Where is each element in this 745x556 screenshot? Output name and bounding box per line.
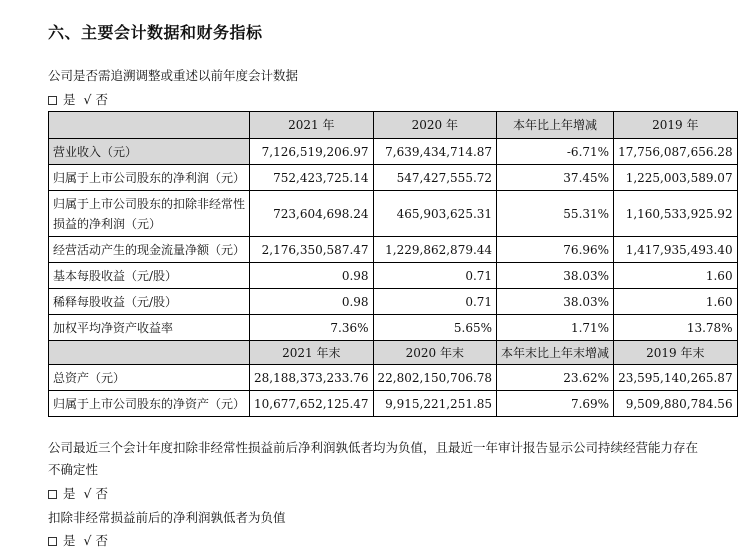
table-row bbox=[49, 263, 738, 289]
going-concern-text: 公司最近三个会计年度扣除非经常性损益前后净利润孰低者均为负值，且最近一年审计报告显示公司持续经营能力存在不确定性 bbox=[48, 440, 699, 477]
cell-value: 723,604,698.24 bbox=[250, 191, 374, 237]
checkbox-yes[interactable] bbox=[48, 537, 57, 546]
table-row bbox=[49, 237, 738, 263]
row-label: 加权平均净资产收益率 bbox=[49, 315, 250, 341]
header-cell: 2021 年末 bbox=[250, 341, 374, 365]
cell-value: 1,160,533,925.92 bbox=[614, 191, 738, 237]
cell-value: -6.71% bbox=[497, 139, 614, 165]
cell-value: 13.78% bbox=[614, 315, 738, 341]
financial-data-table bbox=[48, 111, 738, 417]
checkbox-yes[interactable] bbox=[48, 96, 57, 105]
cell-value: 1.71% bbox=[497, 315, 614, 341]
cell-value: 38.03% bbox=[497, 289, 614, 315]
header-cell: 2021 年 bbox=[250, 112, 374, 139]
header-cell: 本年比上年增减 bbox=[497, 112, 614, 139]
cell-value: 5.65% bbox=[373, 315, 497, 341]
cell-value: 7.36% bbox=[250, 315, 374, 341]
check-mark: √ bbox=[83, 92, 92, 107]
cell-value: 2,176,350,587.47 bbox=[250, 237, 374, 263]
cell-value: 17,756,087,656.28 bbox=[614, 139, 738, 165]
choice-no-label: 否 bbox=[95, 533, 108, 548]
cell-value: 22,802,150,706.78 bbox=[373, 365, 497, 391]
header-cell: 2019 年末 bbox=[614, 341, 738, 365]
cell-value: 0.98 bbox=[250, 289, 374, 315]
cell-value: 1.60 bbox=[614, 289, 738, 315]
cell-value: 547,427,555.72 bbox=[373, 165, 497, 191]
header-cell bbox=[49, 341, 250, 365]
header-cell bbox=[49, 112, 250, 139]
table-row bbox=[49, 165, 738, 191]
choice-yes-label: 是 bbox=[63, 533, 76, 548]
cell-value: 0.71 bbox=[373, 289, 497, 315]
cell-value: 7,639,434,714.87 bbox=[373, 139, 497, 165]
row-label: 经营活动产生的现金流量净额（元） bbox=[49, 237, 250, 263]
table-row bbox=[49, 139, 738, 165]
cell-value: 28,188,373,233.76 bbox=[250, 365, 374, 391]
header-cell: 本年末比上年末增减 bbox=[497, 341, 614, 365]
table-row bbox=[49, 391, 738, 417]
cell-value: 76.96% bbox=[497, 237, 614, 263]
row-label: 营业收入（元） bbox=[49, 139, 250, 165]
cell-value: 1.60 bbox=[614, 263, 738, 289]
row-label: 归属于上市公司股东的扣除非经常性损益的净利润（元） bbox=[49, 191, 250, 237]
cell-value: 752,423,725.14 bbox=[250, 165, 374, 191]
section-title: 六、主要会计数据和财务指标 bbox=[48, 23, 263, 42]
row-label: 基本每股收益（元/股） bbox=[49, 263, 250, 289]
row-label: 归属于上市公司股东的净资产（元） bbox=[49, 391, 250, 417]
negative-profit-text: 扣除非经常损益前后的净利润孰低者为负值 bbox=[48, 510, 286, 525]
cell-value: 1,225,003,589.07 bbox=[614, 165, 738, 191]
check-mark: √ bbox=[83, 486, 92, 501]
cell-value: 7.69% bbox=[497, 391, 614, 417]
choice-yes-label: 是 bbox=[63, 486, 76, 501]
cell-value: 9,509,880,784.56 bbox=[614, 391, 738, 417]
table-header-row bbox=[49, 341, 738, 365]
choice-no-label: 否 bbox=[95, 92, 108, 107]
cell-value: 23,595,140,265.87 bbox=[614, 365, 738, 391]
check-mark: √ bbox=[83, 533, 92, 548]
cell-value: 7,126,519,206.97 bbox=[250, 139, 374, 165]
negative-profit-choice bbox=[48, 531, 108, 549]
header-cell: 2020 年末 bbox=[373, 341, 497, 365]
table-row bbox=[49, 191, 738, 237]
choice-no-label: 否 bbox=[95, 486, 108, 501]
cell-value: 0.71 bbox=[373, 263, 497, 289]
row-label: 稀释每股收益（元/股） bbox=[49, 289, 250, 315]
restate-choice bbox=[48, 90, 108, 108]
header-cell: 2020 年 bbox=[373, 112, 497, 139]
cell-value: 9,915,221,251.85 bbox=[373, 391, 497, 417]
table-row bbox=[49, 289, 738, 315]
cell-value: 1,229,862,879.44 bbox=[373, 237, 497, 263]
cell-value: 1,417,935,493.40 bbox=[614, 237, 738, 263]
table-row bbox=[49, 365, 738, 391]
row-label: 总资产（元） bbox=[49, 365, 250, 391]
cell-value: 0.98 bbox=[250, 263, 374, 289]
cell-value: 37.45% bbox=[497, 165, 614, 191]
cell-value: 465,903,625.31 bbox=[373, 191, 497, 237]
table-header-row bbox=[49, 112, 738, 139]
cell-value: 38.03% bbox=[497, 263, 614, 289]
cell-value: 23.62% bbox=[497, 365, 614, 391]
choice-yes-label: 是 bbox=[63, 92, 76, 107]
checkbox-yes[interactable] bbox=[48, 490, 57, 499]
restate-question: 公司是否需追溯调整或重述以前年度会计数据 bbox=[48, 68, 299, 83]
cell-value: 10,677,652,125.47 bbox=[250, 391, 374, 417]
header-cell: 2019 年 bbox=[614, 112, 738, 139]
row-label: 归属于上市公司股东的净利润（元） bbox=[49, 165, 250, 191]
table-row bbox=[49, 315, 738, 341]
cell-value: 55.31% bbox=[497, 191, 614, 237]
going-concern-choice bbox=[48, 484, 108, 502]
